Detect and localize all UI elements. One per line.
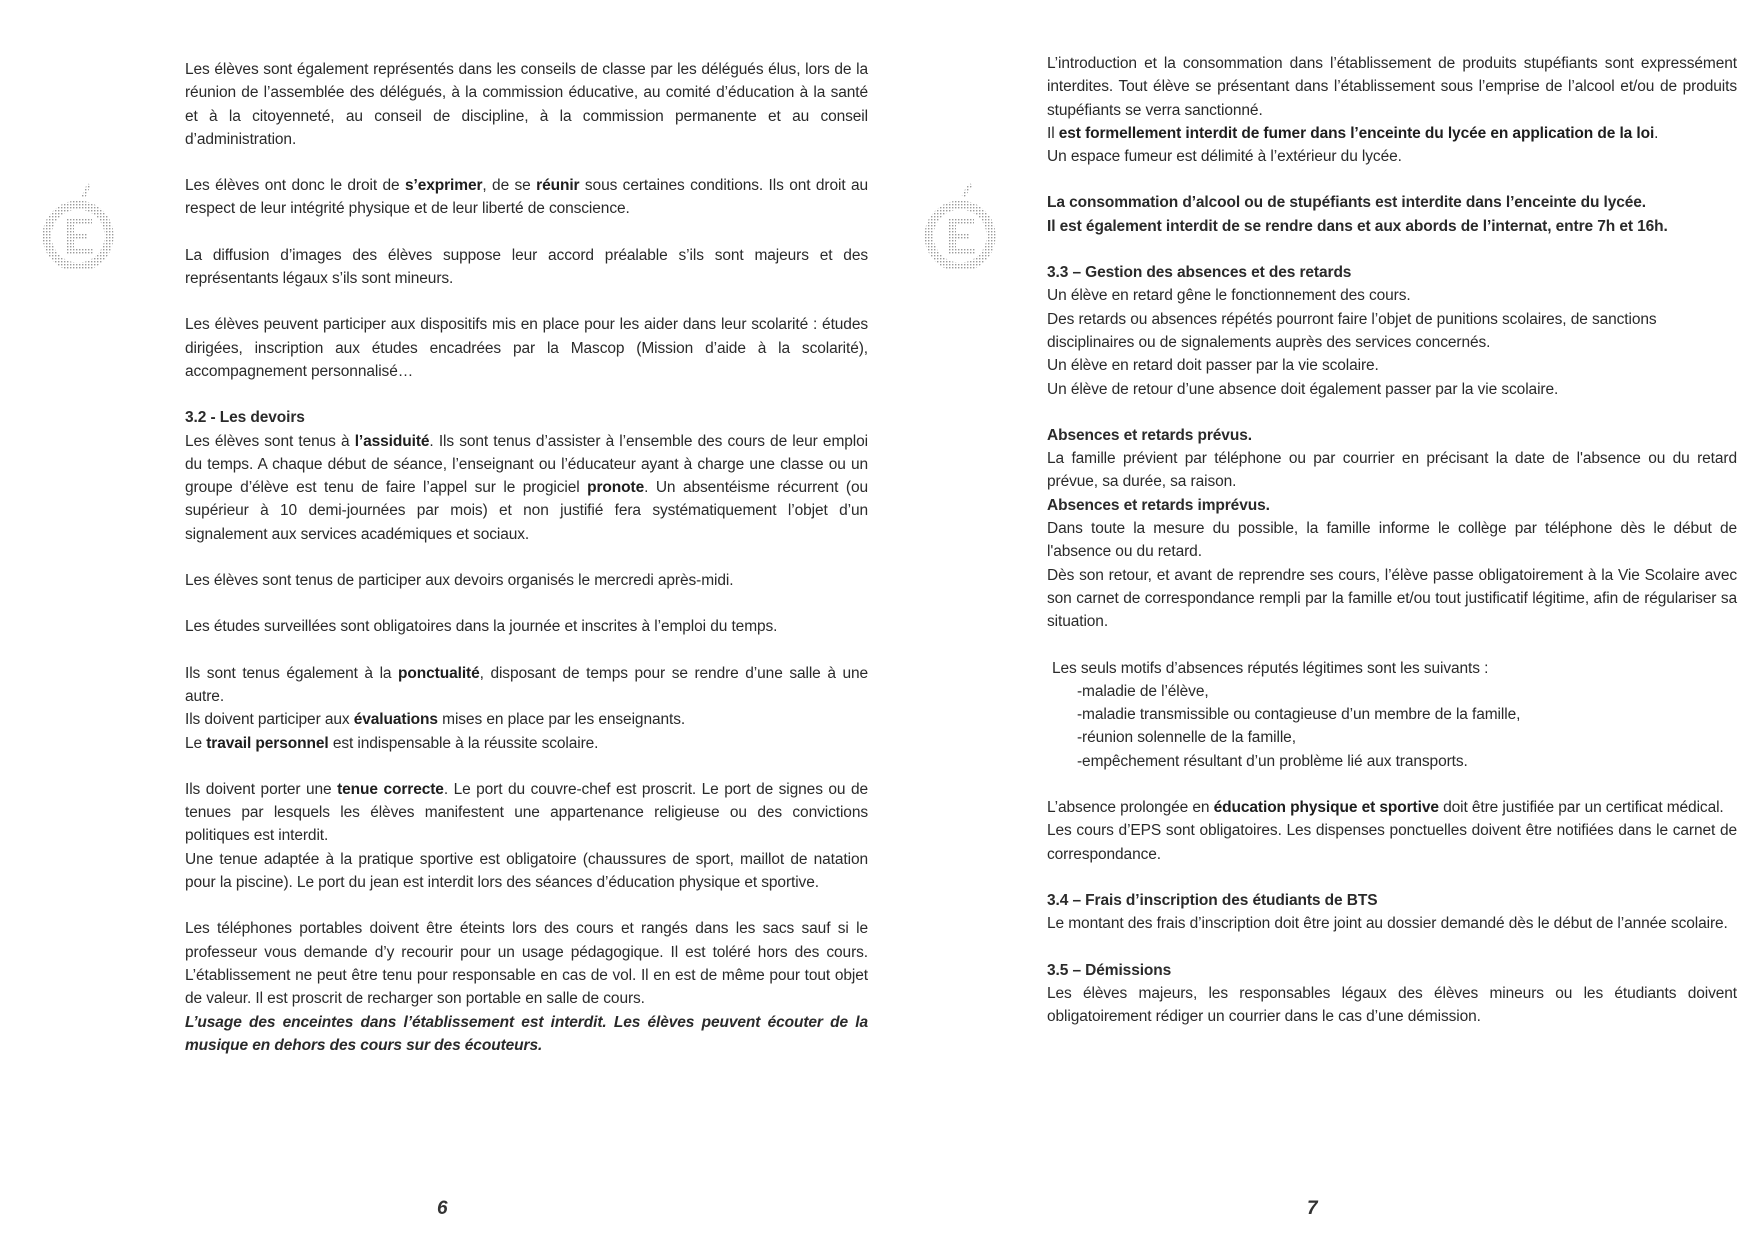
list-item: -maladie transmissible ou contagieuse d’un membre de la famille, [1077, 706, 1521, 724]
paragraph: Les élèves majeurs, les responsables légaux des élèves mineurs ou les étudiants doivent obligatoirement rédiger un courrier dans le cas d’une démission. [1047, 984, 1737, 1026]
paragraph: La diffusion d’images des élèves suppose leur accord préalable s’ils sont majeurs et des représentants légaux s’ils sont mineurs. [185, 246, 868, 288]
education-nationale-logo-icon [916, 180, 1004, 270]
paragraph: Les élèves sont également représentés dans les conseils de classe par les délégués élus, lors de la réunion de l’assemblée des délégués, à la commission éducative, au comité d’éducation à la santé et à la citoyenneté, au conseil de discipline, à la commission permanente et au conseil d’administration. [185, 61, 868, 148]
paragraph: La famille prévient par téléphone ou par courrier en précisant la date de l'absence ou du retard prévue, sa durée, sa raison. [1047, 450, 1737, 491]
education-nationale-logo-icon [34, 180, 122, 270]
section-heading-3-5: 3.5 – Démissions [1047, 961, 1172, 979]
paragraph: Dans toute la mesure du possible, la famille informe le collège par téléphone dès le début de l'absence ou du retard. [1047, 520, 1737, 561]
paragraph: Il est formellement interdit de fumer dans l’enceinte du lycée en application de la loi. [1047, 124, 1659, 142]
paragraph: Les cours d’EPS sont obligatoires. Les dispenses ponctuelles doivent être notifiées dans le carnet de correspondance. [1047, 822, 1737, 863]
list-item: -réunion solennelle de la famille, [1077, 729, 1296, 747]
right-page-text [1047, 52, 1737, 1028]
paragraph: Les élèves sont tenus à l’assiduité. Ils sont tenus d’assister à l’ensemble des cours de leur emploi du temps. A chaque début de séance, l’enseignant ou l’éducateur ayant à charge une classe ou un groupe d’élève est tenu de faire l’appel sur le progiciel pronote. Un absentéisme récurrent (ou supérieur à 10 demi-journées par mois) et non justifié fera systématiquement l’objet d’un signalement aux services académiques et sociaux. [185, 432, 868, 543]
paragraph: Une tenue adaptée à la pratique sportive est obligatoire (chaussures de sport, maillot de natation pour la piscine). Le port du jean est interdit lors des séances d’éducation physique et sportive. [185, 850, 868, 892]
list-item: -maladie de l’élève, [1077, 682, 1209, 700]
paragraph: Un élève en retard gêne le fonctionnement des cours. [1047, 287, 1411, 305]
paragraph: Les élèves ont donc le droit de s’exprimer, de se réunir sous certaines conditions. Ils ont droit au respect de leur intégrité physique et de leur liberté de conscience. [185, 177, 869, 218]
paragraph: Les élèves peuvent participer aux dispositifs mis en place pour les aider dans leur scolarité : études dirigées, inscription aux études encadrées par la Mascop (Mission d’aide à la scolarité), accompagnement personnalisé… [185, 316, 868, 380]
paragraph: Les téléphones portables doivent être éteints lors des cours et rangés dans les sacs sauf si le professeur vous demande d’y recourir pour un usage pédagogique. Il est toléré hors des cours. L’établissement ne peut être tenu pour responsable en cas de vol. Il en est de même pour tout objet de valeur. Il est proscrit de recharger son portable en salle de cours. [185, 920, 868, 1008]
paragraph-bold: La consommation d’alcool ou de stupéfiants est interdite dans l’enceinte du lycée. [1047, 194, 1647, 212]
paragraph-bold: Il est également interdit de se rendre dans et aux abords de l’internat, entre 7h et 16h. [1047, 217, 1668, 235]
paragraph: Les études surveillées sont obligatoires dans la journée et inscrites à l’emploi du temps. [185, 618, 778, 636]
subheading-absences-imprevues: Absences et retards imprévus. [1047, 496, 1270, 514]
paragraph-emphasis: L’usage des enceintes dans l’établissement est interdit. Les élèves peuvent écouter de la musique en dehors des cours sur des écouteurs. [185, 1013, 868, 1054]
paragraph: Ils doivent porter une tenue correcte. Le port du couvre-chef est proscrit. Le port de signes ou de tenues par lesquels les élèves manifestent une appartenance religieuse ou des convictions politiques est interdit. [185, 780, 868, 845]
page-7 [877, 0, 1754, 1240]
page-number: 7 [1307, 1198, 1318, 1219]
paragraph: Les élèves sont tenus de participer aux devoirs organisés le mercredi après-midi. [185, 572, 734, 590]
subheading-absences-prevues: Absences et retards prévus. [1047, 426, 1252, 444]
paragraph: Un élève de retour d’une absence doit également passer par la vie scolaire. [1047, 380, 1559, 398]
section-heading-3-4: 3.4 – Frais d’inscription des étudiants de BTS [1047, 891, 1378, 909]
paragraph: Le montant des frais d’inscription doit être joint au dossier demandé dès le début de l’année scolaire. [1047, 915, 1728, 933]
paragraph: L’introduction et la consommation dans l’établissement de produits stupéfiants sont expressément interdites. Tout élève se présentant dans l’établissement sous l’emprise de l’alcool et/ou de produits stupéfiants se verra sanctionné. [1047, 55, 1737, 119]
section-heading-3-3: 3.3 – Gestion des absences et des retards [1047, 264, 1352, 282]
page-number: 6 [437, 1198, 448, 1219]
paragraph: Les seuls motifs d’absences réputés légitimes sont les suivants : [1052, 659, 1489, 677]
paragraph: L’absence prolongée en éducation physique et sportive doit être justifiée par un certificat médical. [1047, 799, 1724, 817]
paragraph: Un espace fumeur est délimité à l’extérieur du lycée. [1047, 148, 1402, 166]
left-page-text [185, 58, 868, 1057]
paragraph: Dès son retour, et avant de reprendre ses cours, l’élève passe obligatoirement à la Vie Scolaire avec son carnet de correspondance rempli par la famille et/ou tout justificatif légitime, afin de régulariser sa situation. [1047, 566, 1737, 631]
legitimate-absence-list [1047, 680, 1737, 773]
paragraph: Le travail personnel est indispensable à la réussite scolaire. [185, 734, 599, 752]
list-item: -empêchement résultant d’un problème lié aux transports. [1077, 752, 1468, 770]
section-heading-3-2: 3.2 - Les devoirs [185, 409, 305, 427]
paragraph: Ils sont tenus également à la ponctualité, disposant de temps pour se rendre d’une salle à une autre. [185, 664, 869, 705]
paragraph: Ils doivent participer aux évaluations mises en place par les enseignants. [185, 711, 686, 729]
paragraph: Un élève en retard doit passer par la vie scolaire. [1047, 357, 1379, 375]
paragraph: Des retards ou absences répétés pourront faire l’objet de punitions scolaires, de sanctions disciplinaires ou de signalements auprès des services concernés. [1047, 310, 1657, 351]
